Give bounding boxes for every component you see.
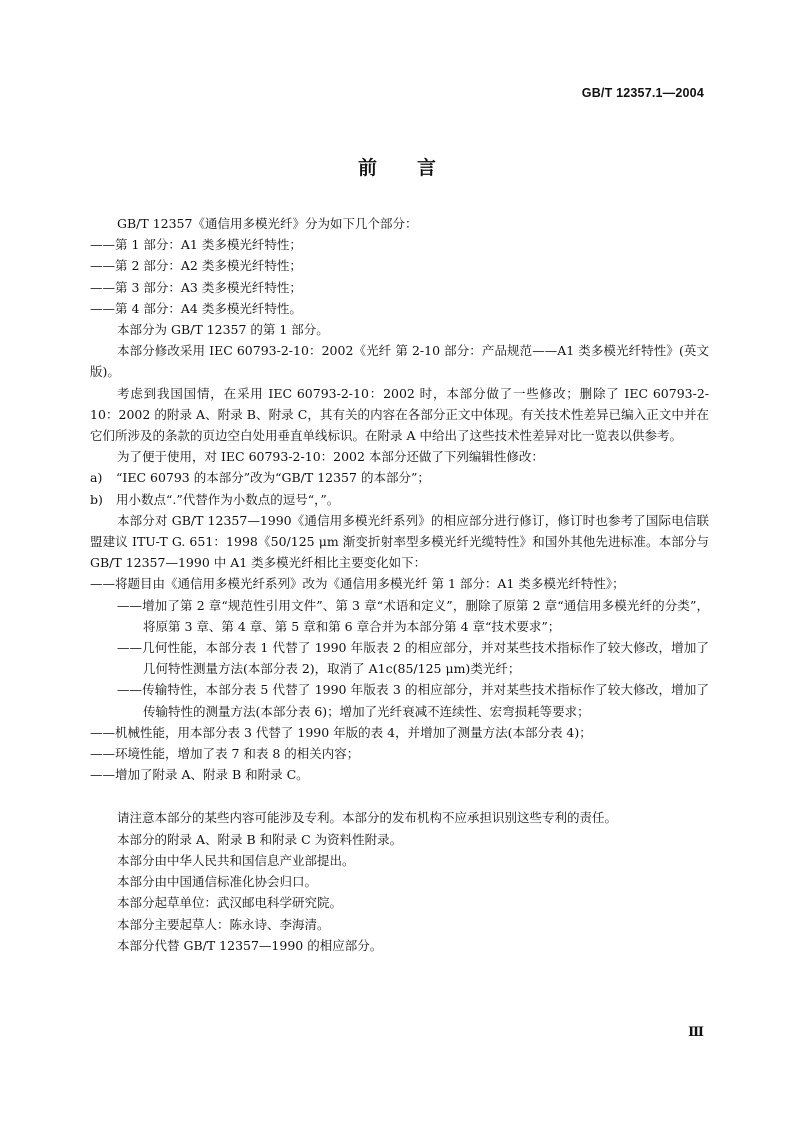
dash-item: ——环境性能，增加了表 7 和表 8 的相关内容； [90, 746, 360, 762]
dash-item: ——传输特性，本部分表 5 代替了 1990 年版表 3 的相应部分，并对某些技术指标作了较大修改，增加了传输特性的测量方法(本部分表 6)；增加了光纤衰减不连续性、宏弯损耗等要求； [117, 682, 709, 719]
paragraph-text: 本部分修改采用 IEC 60793-2-10：2002《光纤 第 2-10 部分：产品规范——A1 类多模光纤特性》(英文版)。 [90, 343, 709, 380]
list-text: 用小数点“.”代替作为小数点的逗号“，”。 [116, 491, 340, 507]
dash-item: ——增加了附录 A、附录 B 和附录 C。 [90, 767, 309, 783]
list-text: “IEC 60793 的本部分”改为“GB/T 12357 的本部分”； [116, 470, 430, 486]
page-title: 前言 [357, 157, 476, 179]
paragraph: 本部分的附录 A、附录 B 和附录 C 为资料性附录。 [117, 831, 403, 847]
paragraph: 本部分代替 GB/T 12357—1990 的相应部分。 [117, 937, 383, 953]
dash-item: ——第 1 部分：A1 类多模光纤特性； [90, 237, 302, 253]
list-marker: b) [90, 491, 103, 507]
dash-item: ——第 4 部分：A4 类多模光纤特性。 [90, 300, 302, 316]
standard-number: GB/T 12357.1—2004 [581, 86, 704, 100]
page-number: Ⅲ [688, 1024, 704, 1039]
list-item-b [90, 489, 709, 510]
paragraph: 本部分为 GB/T 12357 的第 1 部分。 [117, 322, 329, 338]
paragraph: 本部分由中国通信标准化协会归口。 [117, 874, 318, 890]
paragraph: 本部分对 GB/T 12357—1990《通信用多模光纤系列》的相应部分进行修订，修订时也参考了国际电信联盟建议 ITU-T G. 651：1998《50/125 μm 渐变折射率型多模光纤光缆特性》和国外其他先进标准。本部分与 GB/T 12357—1990 中 A1 类多模光纤相比主要变化如下： [90, 512, 709, 571]
dash-item: ——第 3 部分：A3 类多模光纤特性； [90, 279, 302, 295]
paragraph: 为了便于使用，对 IEC 60793-2-10：2002 本部分还做了下列编辑性修改： [117, 449, 544, 465]
list-marker: a) [90, 470, 103, 486]
dash-item: ——增加了第 2 章“规范性引用文件”、第 3 章“术语和定义”，删除了原第 2 章“通信用多模光纤的分类”，将原第 3 章、第 4 章、第 5 章和第 6 章合并为本部分第 4 章“技术要求”； [117, 597, 709, 634]
paragraph [90, 340, 709, 382]
paragraph: GB/T 12357《通信用多模光纤》分为如下几个部分： [117, 216, 418, 231]
paragraph: 请注意本部分的某些内容可能涉及专利。本部分的发布机构不应承担识别这些专利的责任。 [117, 810, 618, 826]
dash-item: ——几何性能，本部分表 1 代替了 1990 年版表 2 的相应部分，并对某些技术指标作了较大修改，增加了几何特性测量方法(本部分表 2)，取消了 A1c(85/125 μm)类光纤； [117, 640, 709, 677]
dash-item: ——第 2 部分：A2 类多模光纤特性； [90, 258, 302, 274]
dash-item: ——将题目由《通信用多模光纤系列》改为《通信用多模光纤 第 1 部分：A1 类多模光纤特性》； [90, 576, 625, 592]
spacer [117, 785, 709, 807]
list-item-a [90, 467, 709, 488]
dash-item: ——机械性能，用本部分表 3 代替了 1990 年版的表 4，并增加了测量方法(本部分表 4)； [90, 724, 592, 740]
paragraph: 本部分由中华人民共和国信息产业部提出。 [117, 852, 355, 868]
paragraph: 本部分主要起草人：陈永诗、李海清。 [117, 916, 330, 932]
foreword-body [90, 213, 709, 956]
paragraph: 考虑到我国国情，在采用 IEC 60793-2-10：2002 时，本部分做了一些修改；删除了 IEC 60793-2-10：2002 的附录 A、附录 B、附录 C，其有关的内容在各部分正文中体现。有关技术性差异已编入正文中并在它们所涉及的条款的页边空白处用垂直单线标识。在附录 A 中给出了这些技术性差异对比一览表以供参考。 [90, 385, 709, 444]
paragraph: 本部分起草单位：武汉邮电科学研究院。 [117, 895, 343, 911]
